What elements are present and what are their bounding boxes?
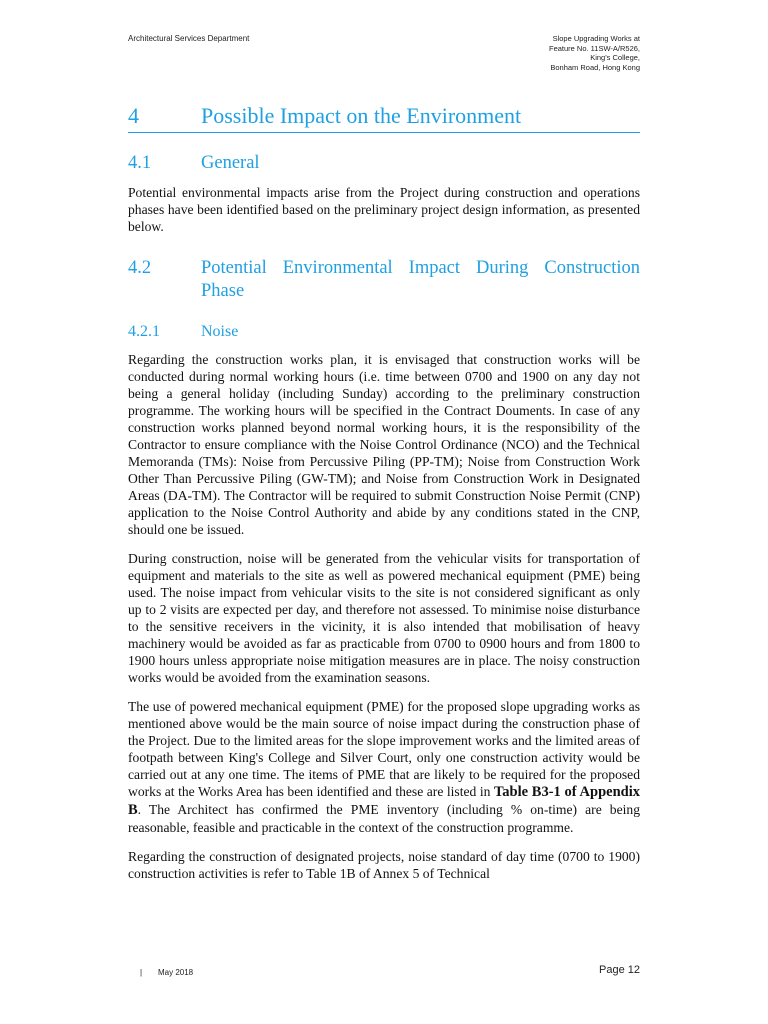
- paragraph-text: The use of powered mechanical equipment (PME) for the proposed slope upgrading works as mentioned above would be the main source of noise impact during the construction phase of the Project. Due to the limited areas for the slope improvement works and the limited areas of footpath between King's College and Silver Court, only one construction activity would be carried out at any one time. The items of PME that are likely to be required for the proposed works at the Works Area has been identified and these are listed in: [128, 699, 640, 799]
- subsubsection-number: 4.2.1: [128, 323, 160, 340]
- section-title: Possible Impact on the Environment: [201, 103, 522, 128]
- subsection-number: 4.1: [128, 153, 152, 173]
- table-reference: Table B3-1 of Appendix B: [128, 784, 640, 818]
- subsection-heading-4-2: [128, 257, 640, 303]
- subsection-number: 4.2: [128, 258, 152, 278]
- header-line: King's College,: [590, 53, 640, 62]
- paragraph-text: . The Architect has confirmed the PME inventory (including % on-time) are being reasonable, feasible and practicable in the context of the construction programme.: [128, 802, 640, 835]
- subsection-title: General: [201, 153, 260, 173]
- header-line: Slope Upgrading Works at: [552, 34, 640, 43]
- section-heading: [128, 102, 640, 133]
- paragraph-noise-1: Regarding the construction works plan, it is envisaged that construction works will be conducted during normal working hours (i.e. time between 0700 and 1900 on any day not being a general holiday (including Sunday) according to the preliminary construction programme. The working hours will be specified in the Contract Douments. In case of any construction works planned beyond normal working hours, it is the responsibility of the Contractor to ensure compliance with the Noise Control Ordinance (NCO) and the Technical Memoranda (TMs): Noise from Percussive Piling (PP-TM); Noise from Construction Work Other Than Percussive Piling (GW-TM); and Noise from Construction Work in Designated Areas (DA-TM). The Contractor will be required to submit Construction Noise Permit (CNP) application to the Noise Control Authority and abide by any conditions stated in the CNP, should one be issued.: [128, 352, 640, 537]
- paragraph-noise-4: Regarding the construction of designated projects, noise standard of day time (0700 to 1900) construction activities is refer to Table 1B of Annex 5 of Technical: [128, 849, 640, 881]
- header-line: Feature No. 11SW-A/R526,: [548, 43, 640, 53]
- footer-date: May 2018: [158, 968, 194, 977]
- paragraph-general: Potential environmental impacts arise from the Project during construction and operations phases have been identified based on the preliminary project design information, as presented below.: [128, 185, 640, 234]
- header-project-info: [549, 34, 640, 72]
- header-line: Bonham Road, Hong Kong: [550, 62, 640, 72]
- subsubsection-title: Noise: [201, 323, 239, 340]
- paragraph-noise-3: [128, 698, 640, 836]
- footer-divider: |: [140, 968, 143, 977]
- document-body: [128, 102, 640, 882]
- page-number: Page 12: [599, 964, 640, 976]
- subsubsection-heading-4-2-1: [128, 322, 640, 342]
- paragraph-noise-2: During construction, noise will be generated from the vehicular visits for transportation of equipment and materials to the site as well as powered mechanical equipment (PME) being used. The noise impact from vehicular visits to the site is not considered significant as only up to 2 visits are expected per day, and therefore not assessed. To minimise noise disturbance to the sensitive receivers in the vicinity, it is also intended that mobilisation of heavy machinery would be avoided as far as practicable from 0700 to 0900 hours and from 1800 to 1900 hours unless appropriate noise mitigation measures are in place. The noisy construction works would be avoided from the examination seasons.: [128, 551, 640, 685]
- subsection-title: Potential Environmental Impact During Construction Phase: [201, 258, 640, 301]
- section-number: 4: [128, 103, 139, 128]
- subsection-heading-4-1: [128, 152, 640, 175]
- header-department: Architectural Services Department: [128, 34, 250, 43]
